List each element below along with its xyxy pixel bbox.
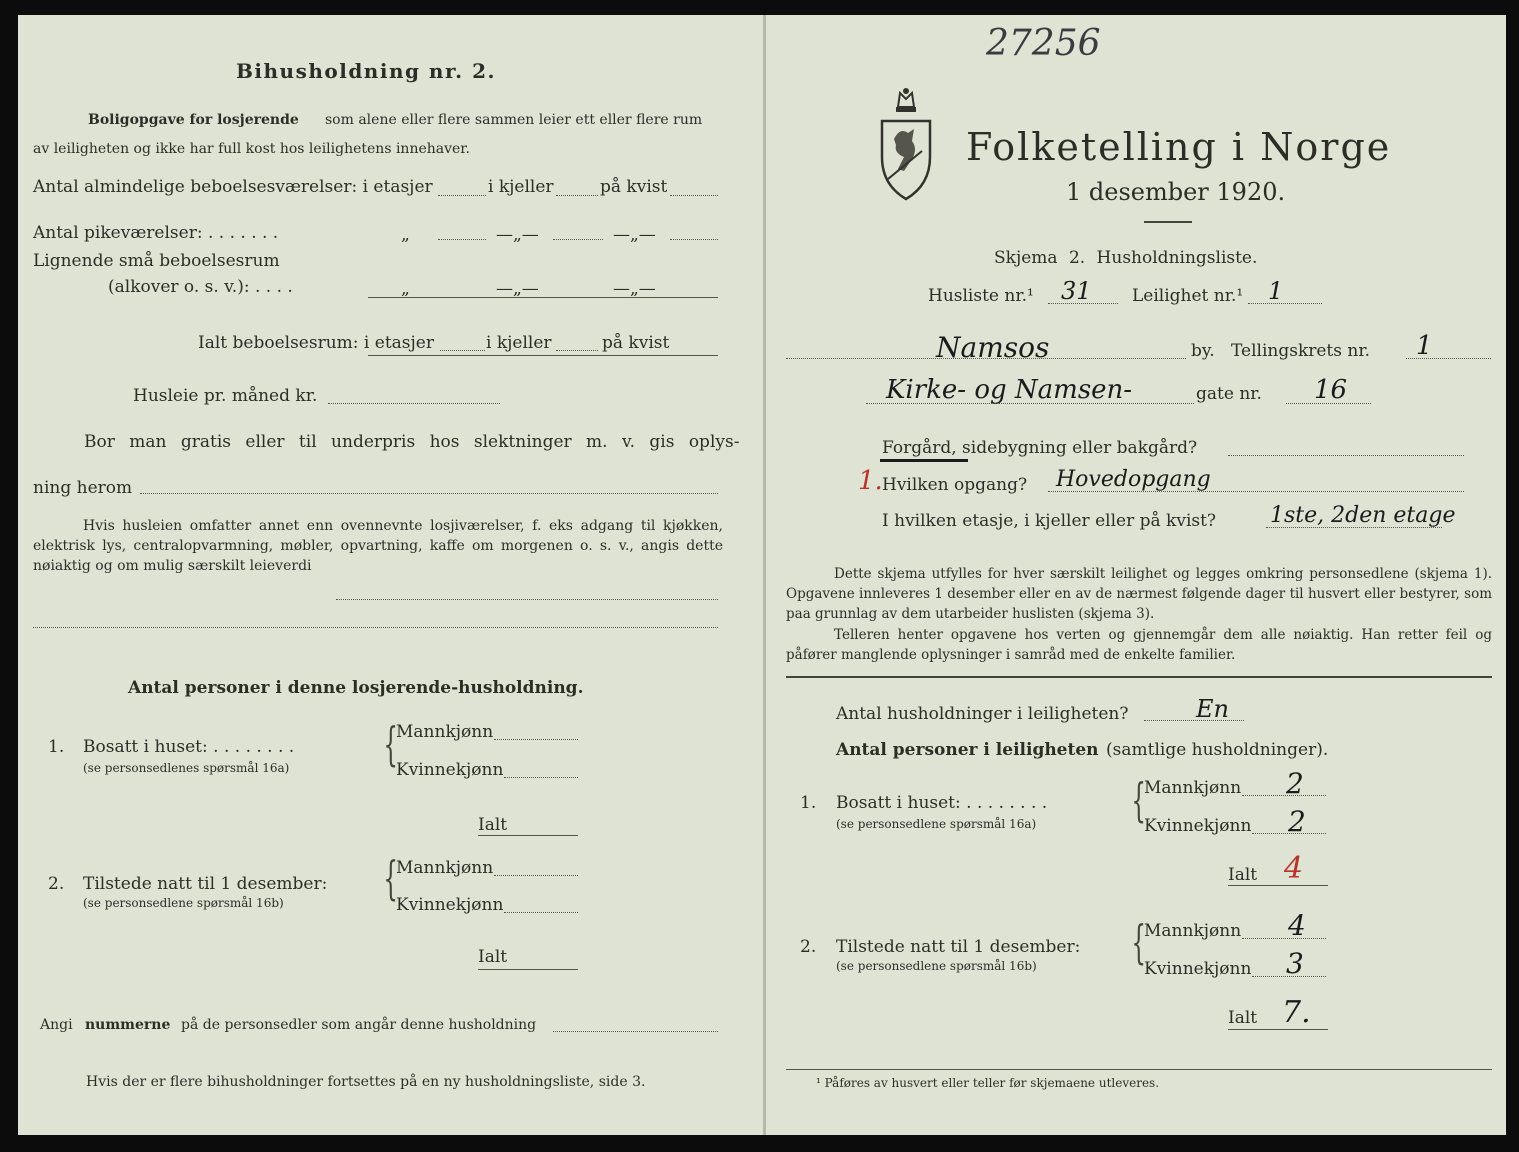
r-q2-mann-label: Mannkjønn (1144, 921, 1242, 941)
pike-field-1 (438, 239, 486, 240)
husleie-field (328, 403, 500, 404)
hvis-paragraph: Hvis husleien omfatter annet enn ovennevnte losjiværelser, f. eks adgang til kjøkken, elektrisk lys, centralopvarmning, møbler, opvartning, kaffe om morgenen o. s. v., angis dette nøiaktig og om mulig særskilt leieverdi (33, 518, 723, 574)
forgaard-underline-mark (880, 459, 968, 462)
skjema-label: Skjema 2. Husholdningsliste. (994, 248, 1258, 268)
r-q1-brace: { (1131, 773, 1146, 827)
form-date: 1 desember 1920. (1066, 178, 1286, 206)
angi-bold: nummerne (85, 1017, 171, 1033)
r-q2-mann-value: 4 (1288, 909, 1306, 942)
r-q2-ialt-label: Ialt (1228, 1008, 1258, 1028)
rooms-kjeller-label: i kjeller (488, 177, 554, 197)
gate-nr-field (1286, 403, 1371, 404)
tellingskrets-label: Tellingskrets nr. (1231, 341, 1371, 361)
left-page-bihusholdning (18, 15, 763, 1135)
ialt-rum-kjeller-label: i kjeller (486, 333, 552, 353)
r-q1-label: Bosatt i huset: . . . . . . . . (836, 793, 1048, 813)
pike-ditto-2: —„— (496, 225, 539, 245)
r-q2-kvinne-value: 3 (1286, 947, 1304, 980)
r-q2-ialt-value: 7. (1282, 995, 1311, 1030)
q2-kvinne-field (504, 912, 578, 913)
r-q1-ialt-label: Ialt (1228, 865, 1258, 885)
pike-field-3 (670, 239, 718, 240)
alkover-ditto-1: „ (401, 279, 410, 299)
q1-brace: { (383, 717, 398, 771)
r-q1-sub: (se personsedlene spørsmål 16a) (836, 817, 1037, 831)
alkover-ditto-2: —„— (496, 279, 539, 299)
pike-ditto-1: „ (401, 225, 410, 245)
alkover-underline (368, 297, 718, 298)
r-q2-brace: { (1131, 915, 1146, 969)
by-field (786, 358, 1186, 359)
r-q2-num: 2. (800, 937, 817, 957)
q1-ialt-label: Ialt (478, 815, 508, 835)
opgang-red-mark: 1. (858, 466, 883, 496)
ialt-rum-kvist-label: på kvist (602, 333, 670, 353)
r-q1-kvinne-field (1252, 833, 1326, 834)
intro-bold: Boligopgave for losjerende (88, 112, 299, 128)
rooms-label: Antal almindelige beboelsesværelser: i etasjer (33, 177, 433, 197)
rooms-kjeller-field (556, 195, 598, 196)
leilighet-label: Leilighet nr.¹ (1132, 286, 1244, 306)
antal-husholdninger-field (1144, 720, 1244, 721)
gate-value: Kirke- og Namsen- (886, 375, 1133, 405)
rooms-etasjer-field (438, 195, 486, 196)
gratis-field (140, 493, 718, 494)
info-separator (786, 676, 1492, 678)
form-title: Folketelling i Norge (966, 125, 1392, 169)
leieverdi-field-2 (33, 627, 718, 628)
q1-mann-field (494, 739, 578, 740)
alkover-ditto-3: —„— (613, 279, 656, 299)
gratis-text-2: ning herom (33, 478, 133, 498)
rooms-kvist-label: på kvist (600, 177, 668, 197)
opgang-label: Hvilken opgang? (882, 475, 1028, 495)
r-q2-sub: (se personsedlene spørsmål 16b) (836, 959, 1037, 973)
angi-field (553, 1031, 718, 1032)
tellingskrets-value: 1 (1416, 331, 1433, 361)
r-q2-label: Tilstede natt til 1 desember: (836, 937, 1081, 957)
angi-rest: på de personsedler som angår denne husholdning (181, 1017, 537, 1033)
archive-number: 27256 (986, 23, 1101, 64)
r-q2-kvinne-field (1252, 976, 1326, 977)
leilighet-field (1248, 303, 1322, 304)
angi-pre: Angi (40, 1017, 73, 1033)
r-q1-kvinne-value: 2 (1288, 805, 1306, 838)
q2-ialt-underline (478, 969, 578, 970)
title-separator (1144, 221, 1192, 223)
q2-mann-field (494, 875, 578, 876)
etasje-label: I hvilken etasje, i kjeller eller på kvist? (882, 511, 1217, 531)
pike-field-2 (553, 239, 603, 240)
footnote: ¹ Påføres av husvert eller teller før skjemaene utleveres. (816, 1076, 1160, 1090)
q1-kvinne-field (504, 777, 578, 778)
tellingskrets-field (1406, 358, 1491, 359)
ialt-rum-kjeller-field (556, 350, 598, 351)
q2-ialt-label: Ialt (478, 947, 508, 967)
q2-num: 2. (48, 874, 65, 894)
husliste-value: 31 (1061, 277, 1092, 305)
q2-kvinne-label: Kvinnekjønn (396, 895, 504, 915)
r-q1-num: 1. (800, 793, 817, 813)
left-footer: Hvis der er flere bihusholdninger fortsettes på en ny husholdningsliste, side 3. (86, 1074, 646, 1090)
intro-line2: av leiligheten og ikke har full kost hos leilighetens innehaver. (33, 141, 470, 157)
q1-mann-label: Mannkjønn (396, 722, 494, 742)
r-q2-mann-field (1242, 938, 1326, 939)
leieverdi-field (336, 599, 718, 600)
lignende-label: Lignende små beboelsesrum (33, 251, 280, 271)
right-page-husholdningsliste (766, 15, 1506, 1135)
rooms-kvist-field (670, 195, 718, 196)
left-heading: Bihusholdning nr. 2. (236, 59, 496, 83)
opgang-field (1048, 491, 1464, 492)
alkover-label: (alkover o. s. v.): . . . . (108, 277, 293, 297)
footnote-separator (786, 1069, 1492, 1070)
gate-field (866, 403, 1194, 404)
q1-num: 1. (48, 737, 65, 757)
q1-kvinne-label: Kvinnekjønn (396, 760, 504, 780)
husleie-label: Husleie pr. måned kr. (133, 386, 318, 406)
by-label: by. (1191, 341, 1215, 361)
q1-sub: (se personsedlenes spørsmål 16a) (83, 761, 290, 775)
r-q2-ialt-underline (1228, 1029, 1328, 1030)
info-paragraph-1: Dette skjema utfylles for hver særskilt leilighet og legges omkring personsedlene (skjema 1). Opgavene innleveres 1 desember eller en av de nærmest følgende dager til husvert eller bestyrer, som paa grunnlag av dem utarbeider huslisten (skjema 3). (786, 566, 1492, 622)
etasje-value: 1ste, 2den etage (1270, 503, 1456, 528)
forgaard-field (1228, 455, 1464, 456)
intro-rest: som alene eller flere sammen leier ett eller flere rum (325, 112, 703, 128)
r-q1-ialt-underline (1228, 885, 1328, 886)
ialt-rum-underline (368, 355, 718, 356)
info-paragraph-2: Telleren henter opgavene hos verten og gjennemgår dem alle nøiaktig. Han retter feil og påfører manglende oplysninger i samråd med de enkelte familier. (786, 627, 1492, 663)
antal-personer-heading: Antal personer i denne losjerende-husholdning. (128, 678, 584, 698)
antal-personer-rest: (samtlige husholdninger). (1106, 740, 1329, 760)
r-q1-mann-value: 2 (1286, 767, 1304, 800)
etasje-field (1266, 527, 1442, 528)
census-form-scan (18, 15, 1506, 1135)
gratis-text: Bor man gratis eller til underpris hos slektninger m. v. gis oplys- (84, 432, 740, 452)
q2-sub: (se personsedlene spørsmål 16b) (83, 896, 284, 910)
ialt-rum-label: Ialt beboelsesrum: i etasjer (198, 333, 434, 353)
r-q1-ialt-value: 4 (1284, 851, 1304, 886)
antal-personer-bold: Antal personer i leiligheten (836, 740, 1099, 760)
q2-brace: { (383, 851, 398, 905)
forgaard-label: Forgård, sidebygning eller bakgård? (882, 438, 1198, 458)
opgang-value: Hovedopgang (1056, 467, 1211, 492)
husliste-field (1048, 303, 1118, 304)
r-q2-kvinne-label: Kvinnekjønn (1144, 959, 1252, 979)
norwegian-coat-of-arms-icon (874, 87, 938, 203)
pike-ditto-3: —„— (613, 225, 656, 245)
husliste-label: Husliste nr.¹ (928, 286, 1034, 306)
q2-label: Tilstede natt til 1 desember: (83, 874, 328, 894)
r-q1-kvinne-label: Kvinnekjønn (1144, 816, 1252, 836)
pike-label: Antal pikeværelser: . . . . . . . (33, 223, 279, 243)
r-q1-mann-label: Mannkjønn (1144, 778, 1242, 798)
gate-nr-value: 16 (1314, 375, 1348, 405)
antal-husholdninger-label: Antal husholdninger i leiligheten? (836, 704, 1129, 724)
q1-label: Bosatt i huset: . . . . . . . . (83, 737, 295, 757)
ialt-rum-etasjer-field (440, 350, 485, 351)
leilighet-value: 1 (1268, 277, 1284, 305)
gate-label: gate nr. (1196, 384, 1262, 404)
antal-husholdninger-value: En (1196, 695, 1229, 723)
q2-mann-label: Mannkjønn (396, 858, 494, 878)
q1-ialt-underline (478, 835, 578, 836)
r-q1-mann-field (1242, 795, 1326, 796)
by-value: Namsos (936, 331, 1050, 364)
